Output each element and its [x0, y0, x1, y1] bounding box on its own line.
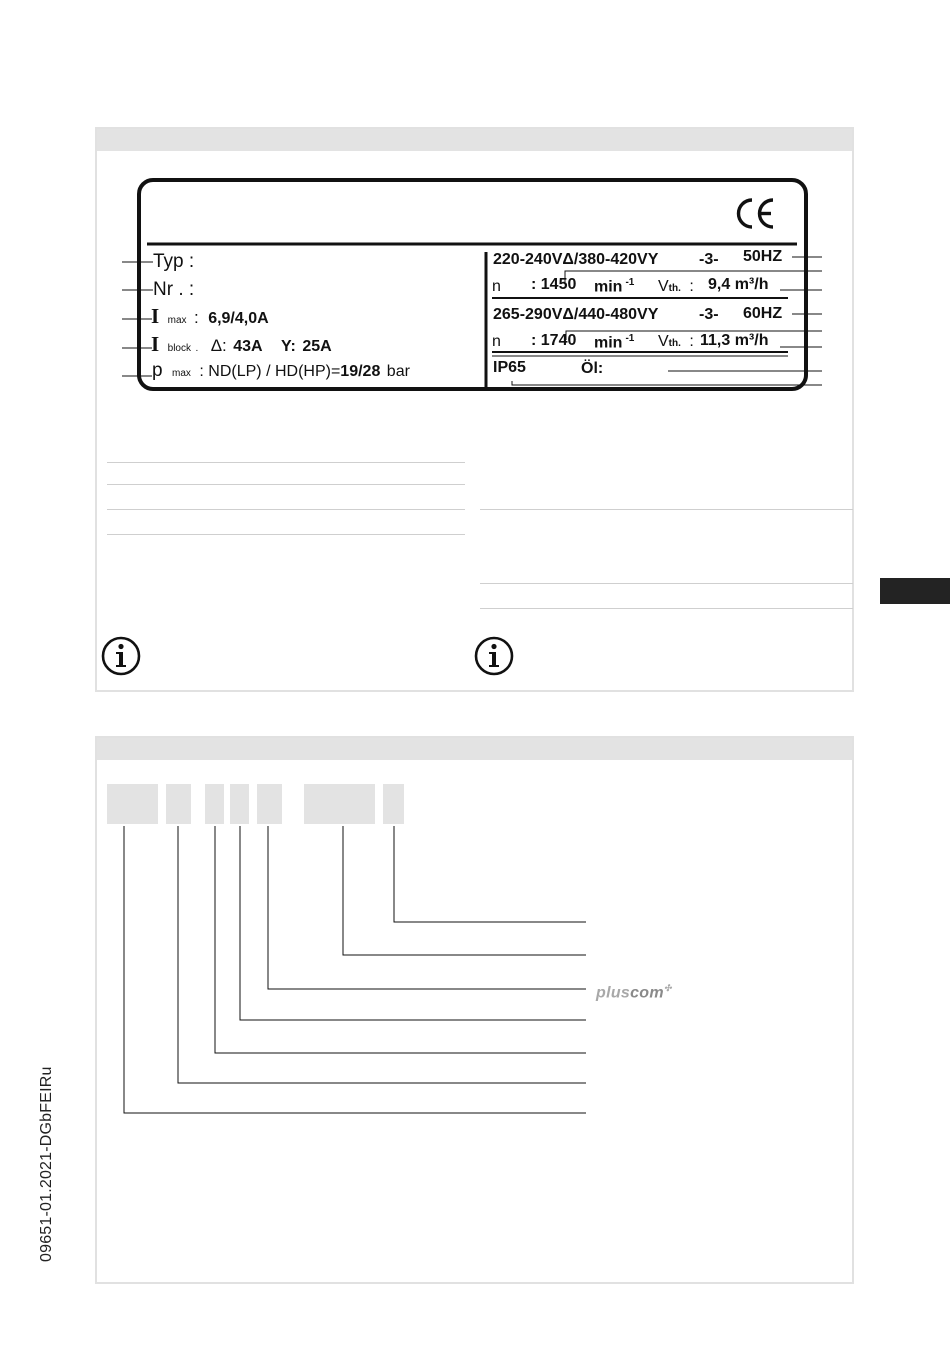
leader-6: [343, 826, 586, 955]
pluscom-mark-icon: ✣: [663, 983, 672, 993]
imax-label: I: [151, 304, 160, 328]
min-unit-60hz: min: [594, 334, 623, 352]
speed-value-50hz: : 1450: [531, 276, 577, 293]
min-exponent-50hz: -1: [625, 277, 635, 288]
phase-60hz: -3-: [699, 306, 719, 323]
voltage-60hz: 265-290VΔ/440-480VY: [493, 306, 659, 323]
iblock-label: I: [151, 332, 160, 356]
nr-label: Nr . :: [153, 279, 195, 300]
min-exponent-60hz: -1: [625, 333, 635, 344]
speed-label-60hz: n: [492, 333, 501, 350]
vth-value-60hz: 11,3 m³/h: [700, 332, 769, 349]
voltage-50hz: 220-240VΔ/380-420VY: [493, 251, 659, 268]
pmax-label: p: [152, 360, 163, 381]
vth-value-50hz: 9,4 m³/h: [708, 276, 769, 293]
leader-4: [240, 826, 586, 1020]
vth-colon-60hz: :: [689, 333, 694, 350]
leader-5: [268, 826, 586, 989]
vth-subscript-50hz: th.: [668, 283, 681, 294]
pluscom-com: com: [630, 984, 664, 1002]
pmax-value: 19/28: [340, 363, 381, 380]
oil-label: Öl:: [581, 360, 604, 377]
typ-label: Typ :: [153, 251, 195, 272]
iblock-delta-value: 43A: [233, 338, 263, 355]
pmax-unit: bar: [386, 363, 410, 380]
frequency-60hz: 60HZ: [743, 305, 783, 322]
phase-50hz: -3-: [699, 251, 719, 268]
iblock-delta-label: Δ:: [210, 336, 227, 355]
vth-letter-50hz: V: [658, 278, 669, 295]
vth-letter-60hz: V: [658, 333, 669, 350]
pmax-subscript: max: [172, 368, 191, 379]
leader-1: [124, 826, 586, 1113]
iblock-subscript: block: [167, 343, 191, 354]
pluscom-plus: plus: [596, 984, 631, 1002]
vth-subscript-60hz: th.: [668, 338, 681, 349]
pmax-text: : ND(LP) / HD(HP)=: [199, 363, 341, 380]
frequency-50hz: 50HZ: [743, 248, 783, 265]
imax-separator: :: [194, 308, 199, 327]
imax-value: 6,9/4,0A: [208, 310, 269, 327]
leader-7: [394, 826, 586, 922]
protection-class: IP65: [493, 359, 526, 376]
speed-value-60hz: : 1740: [531, 332, 577, 349]
iblock-y-label: Y:: [281, 338, 296, 355]
imax-subscript: max: [167, 315, 187, 326]
vth-colon-50hz: :: [689, 278, 694, 295]
leader-3: [215, 826, 586, 1053]
pluscom-logo: [596, 983, 672, 1002]
document-id: 09651-01.2021-DGbFEIRu: [38, 1066, 55, 1262]
speed-label-50hz: n: [492, 278, 501, 295]
iblock-separator: .: [195, 343, 199, 354]
iblock-y-value: 25A: [302, 338, 332, 355]
min-unit-50hz: min: [594, 278, 623, 296]
